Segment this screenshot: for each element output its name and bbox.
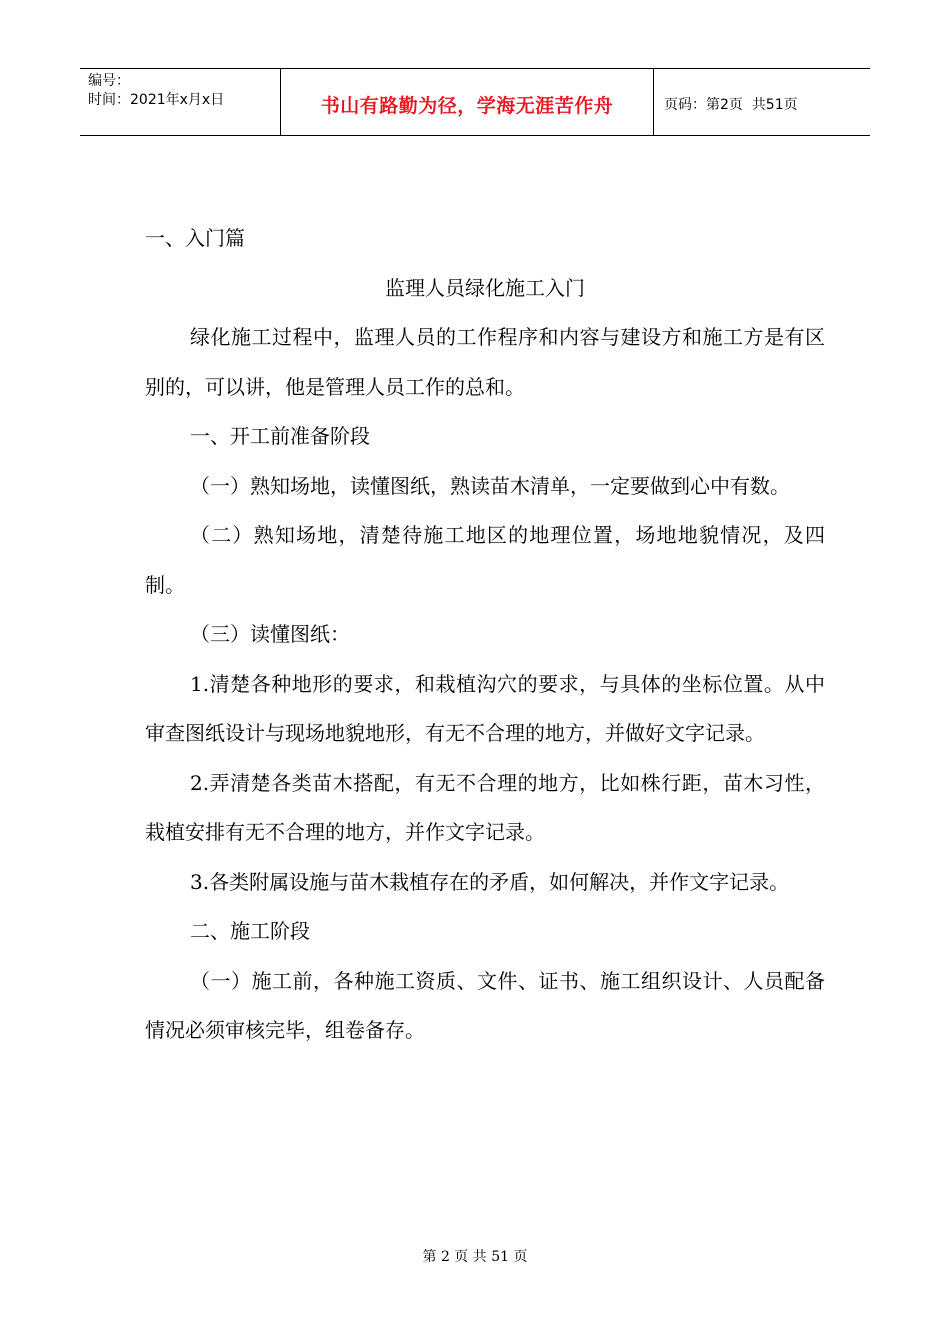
body-paragraph: 2.弄清楚各类苗木搭配，有无不合理的地方，比如株行距，苗木习性，栽植安排有无不合理的地方，并作文字记录。 xyxy=(145,770,825,844)
header-motto: 书山有路勤为径，学海无涯苦作舟 xyxy=(281,69,654,135)
document-date-label: 时间：2021年x月x日 xyxy=(88,92,225,108)
body-paragraph: （二）熟知场地，清楚待施工地区的地理位置，场地地貌情况，及四制。 xyxy=(145,523,825,597)
body-paragraph: 绿化施工过程中，监理人员的工作程序和内容与建设方和施工方是有区别的，可以讲，他是管理人员工作的总和。 xyxy=(145,325,825,399)
section-heading: 一、入门篇 xyxy=(145,226,245,250)
document-header xyxy=(80,68,870,136)
document-body xyxy=(145,214,825,1056)
header-meta-cell xyxy=(80,69,281,135)
body-paragraph: （一）熟知场地，读懂图纸，熟读苗木清单，一定要做到心中有数。 xyxy=(190,473,790,498)
header-page-info: 页码：第2页 共51页 xyxy=(664,97,798,113)
body-paragraph: 1.清楚各种地形的要求，和栽植沟穴的要求，与具体的坐标位置。从中审查图纸设计与现场地貌地形，有无不合理的地方，并做好文字记录。 xyxy=(145,671,825,745)
body-paragraph: （三）读懂图纸： xyxy=(190,622,350,646)
body-paragraph: 3.各类附属设施与苗木栽植存在的矛盾，如何解决，并作文字记录。 xyxy=(190,869,790,894)
page-footer: 第 2 页 共 51 页 xyxy=(422,1249,528,1265)
body-paragraph: （一）施工前，各种施工资质、文件、证书、施工组织设计、人员配备情况必须审核完毕，组卷备存。 xyxy=(145,968,825,1042)
document-title: 监理人员绿化施工入门 xyxy=(385,275,585,300)
document-number-label: 编号： xyxy=(88,73,130,89)
subsection-heading: 二、施工阶段 xyxy=(190,919,310,943)
subsection-heading: 一、开工前准备阶段 xyxy=(190,424,370,448)
